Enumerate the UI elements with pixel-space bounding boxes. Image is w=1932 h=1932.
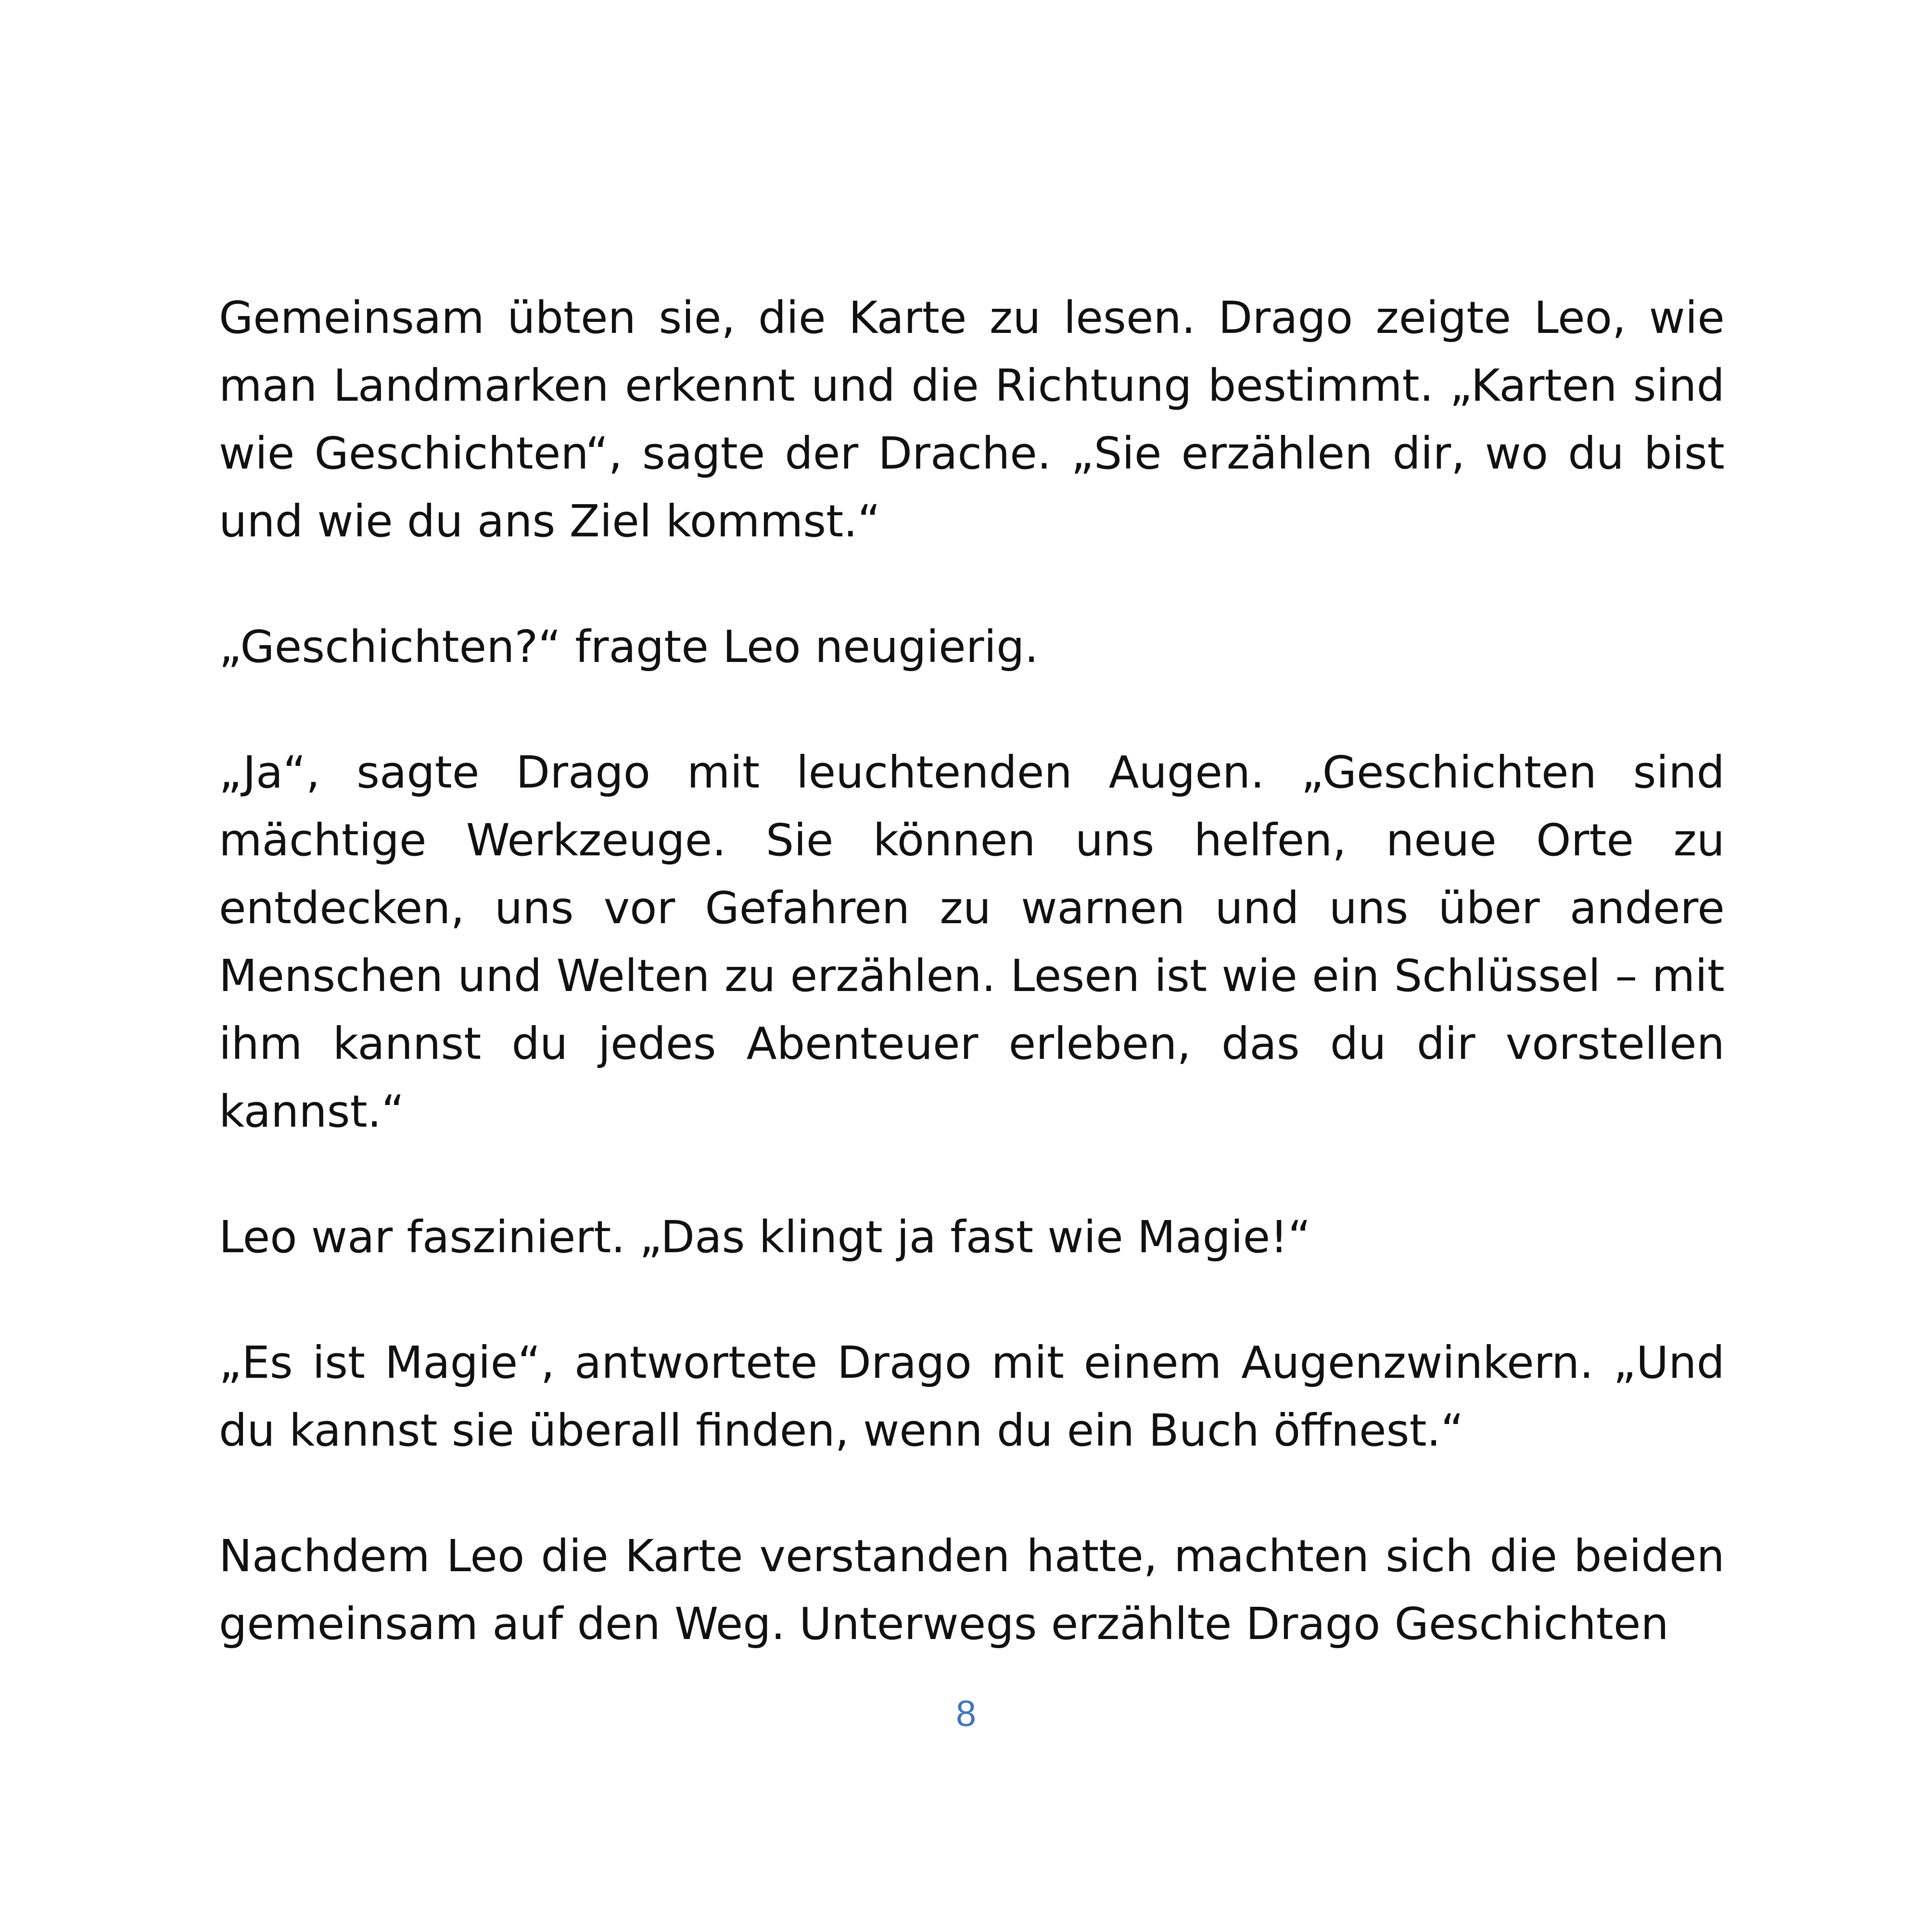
paragraph-journey: Nachdem Leo die Karte verstanden hatte, machten sich die beiden gemeinsam auf den Weg. Unterwegs erzählte Drago Geschichten [219,1530,1725,1650]
paragraph-drago-stories: „Ja“, sagte Drago mit leuchtenden Augen. „Geschichten sind mächtige Werkzeuge. Sie können uns helfen, neue Orte zu entdecken, uns vor Gefahren zu warnen und uns über andere Menschen und Welten zu erzählen. Lesen ist wie ein Schlüssel – mit ihm kannst du jedes Abenteuer erleben, das du dir vorstellen kannst.“ [219,747,1725,1137]
story-text [219,284,1725,1658]
page-number: 8 [955,1693,977,1734]
paragraph-leo-question: „Geschichten?“ fragte Leo neugierig. [219,621,1039,673]
paragraph-magic: „Es ist Magie“, antwortete Drago mit einem Augenzwinkern. „Und du kannst sie überall finden, wenn du ein Buch öffnest.“ [219,1337,1725,1456]
paragraph-leo-fascinated: Leo war fasziniert. „Das klingt ja fast wie Magie!“ [219,1211,1311,1263]
paragraph-map-reading: Gemeinsam übten sie, die Karte zu lesen. Drago zeigte Leo, wie man Landmarken erkennt und die Richtung bestimmt. „Karten sind wie Geschichten“, sagte der Drache. „Sie erzählen dir, wo du bist und wie du ans Ziel kommst.“ [219,292,1725,547]
